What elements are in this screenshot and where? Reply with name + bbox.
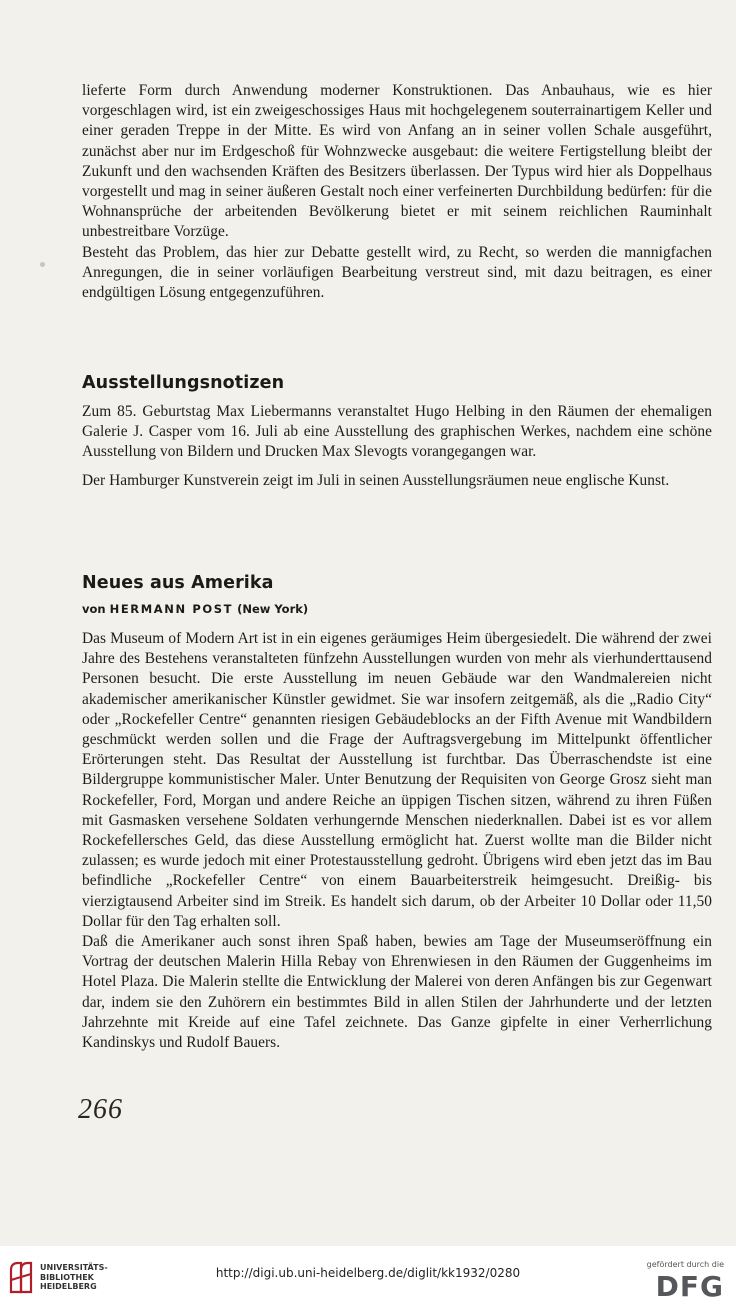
dfg-logo-icon: DFG (655, 1270, 724, 1303)
library-name-line-1: UNIVERSITÄTS- (40, 1263, 108, 1272)
section-heading-ausstellungsnotizen: Ausstellungsnotizen (82, 373, 285, 393)
section1-text (82, 402, 712, 491)
article-byline (82, 602, 308, 616)
permalink-url[interactable]: http://digi.ub.uni-heidelberg.de/diglit/kk1932/0280 (215, 1266, 521, 1280)
digitization-footer (0, 1246, 736, 1306)
section2-text (82, 629, 712, 1053)
section1-paragraph-1: Zum 85. Geburtstag Max Liebermanns veranstaltet Hugo Helbing in den Räumen der ehemaligen Galerie J. Casper vom 16. Juli ab eine Ausstellung des graphischen Werkes, nachdem eine schöne Ausstellung von Bildern und Drucken Max Slevogts vorangegangen war. (82, 403, 712, 461)
section2-paragraph-2: Daß die Amerikaner auch sonst ihren Spaß haben, bewies am Tage der Museumseröffnung ein Vortrag der deutschen Malerin Hilla Rebay von Ehrenwiesen in den Räumen der Guggenheims im Hotel Plaza. Die Malerin stellte die Entwicklung der Malerei von deren Anfängen bis zur Gegenwart dar, indem sie den Zuhörern ein bestimmtes Bild in allen Stilen der Jahrhunderte und der letzten Jahrzehnte mit Kreide auf eine Tafel zeichnete. Das Ganze gipfelte in einer Verherrlichung Kandinskys und Rudolf Bauers. (82, 933, 712, 1052)
section-heading-neues-aus-amerika: Neues aus Amerika (82, 573, 274, 593)
intro-paragraph-2: Besteht das Problem, das hier zur Debatte gestellt wird, zu Recht, so werden die mannigfachen Anregungen, die in seiner vorläufigen Bearbeitung verstreut sind, mit dazu beitragen, es einer endgültigen Lösung entgegenzuführen. (82, 243, 712, 302)
byline-author: HERMANN POST (109, 602, 234, 616)
byline-prefix: von (82, 602, 106, 616)
section1-paragraph-2: Der Hamburger Kunstverein zeigt im Juli in seinen Ausstellungsräumen neue englische Kunst. (82, 471, 670, 489)
section2-paragraph-1: Das Museum of Modern Art ist in ein eigenes geräumiges Heim übergesiedelt. Die während der zwei Jahre des Bestehens veranstalteten fünfzehn Ausstellungen wurden von mehr als vierhunderttausend Personen besucht. Die erste Ausstellung im neuen Gebäude war den Wandmalereien nicht akademischer amerikanischer Künstler gewidmet. Sie war insofern zeitgemäß, als die „Radio City“ oder „Rockefeller Centre“ genannten riesigen Gebäudeblocks an der Fifth Avenue mit Wandbildern geschmückt werden sollen und die Frage der Auftragsvergebung im Mittelpunkt öffentlicher Erörterungen steht. Das Resultat der Ausstellung ist furchtbar. Das Überraschendste ist eine Bildergruppe kommunistischer Maler. Unter Benutzung der Requisiten von George Grosz sieht man Rockefeller, Ford, Morgan und andere Reiche an üppigen Tischen sitzen, während zu ihren Füßen mit Gasmasken versehene Soldaten verhungernde Menschen niederknallen. Dabei ist es vor allem Rockefellersches Geld, das diese Ausstellung ermöglicht hat. Zuerst wollte man die Bilder nicht zulassen; es wurde jedoch mit einer Protestausstellung gedroht. Übrigens wird eben jetzt das im Bau befindliche „Rockefeller Centre“ von einem Bauarbeiterstreik heimgesucht. Dreißig- bis vierzigtausend Arbeiter sind im Streik. Es handelt sich darum, ob der Arbeiter 10 Dollar oder 11,50 Dollar für den Tag erhalten soll. (82, 630, 712, 930)
funding-note: gefördert durch die (646, 1260, 724, 1269)
intro-paragraph-1: lieferte Form durch Anwendung moderner Konstruktionen. Das Anbauhaus, wie es hier vorgeschlagen wird, ist ein zweigeschossiges Haus mit hochgelegenem souterrainartigem Keller und einer geraden Treppe in der Mitte. Es wird von Anfang an in seiner vollen Schale ausgeführt, zunächst aber nur im Erdgeschoß für Wohnzwecke ausgebaut: die weitere Fertigstellung bleibt der Zukunft und den wachsenden Kräften des Besitzers überlassen. Der Typus wird hier als Doppelhaus vorgestellt und mag in seiner äußeren Gestalt noch einer verfeinerten Durchbildung bedürfen: für die Wohnansprüche der arbeitenden Bevölkerung bietet er mit seinem reichlichen Rauminhalt unbestreitbare Vorzüge. (82, 82, 712, 241)
intro-text (82, 81, 712, 303)
page-number: 266 (78, 1094, 123, 1125)
library-name-line-3: HEIDELBERG (40, 1282, 97, 1291)
library-name-line-2: BIBLIOTHEK (40, 1272, 94, 1282)
byline-place: (New York) (237, 602, 309, 616)
paper-blemish (40, 262, 45, 267)
